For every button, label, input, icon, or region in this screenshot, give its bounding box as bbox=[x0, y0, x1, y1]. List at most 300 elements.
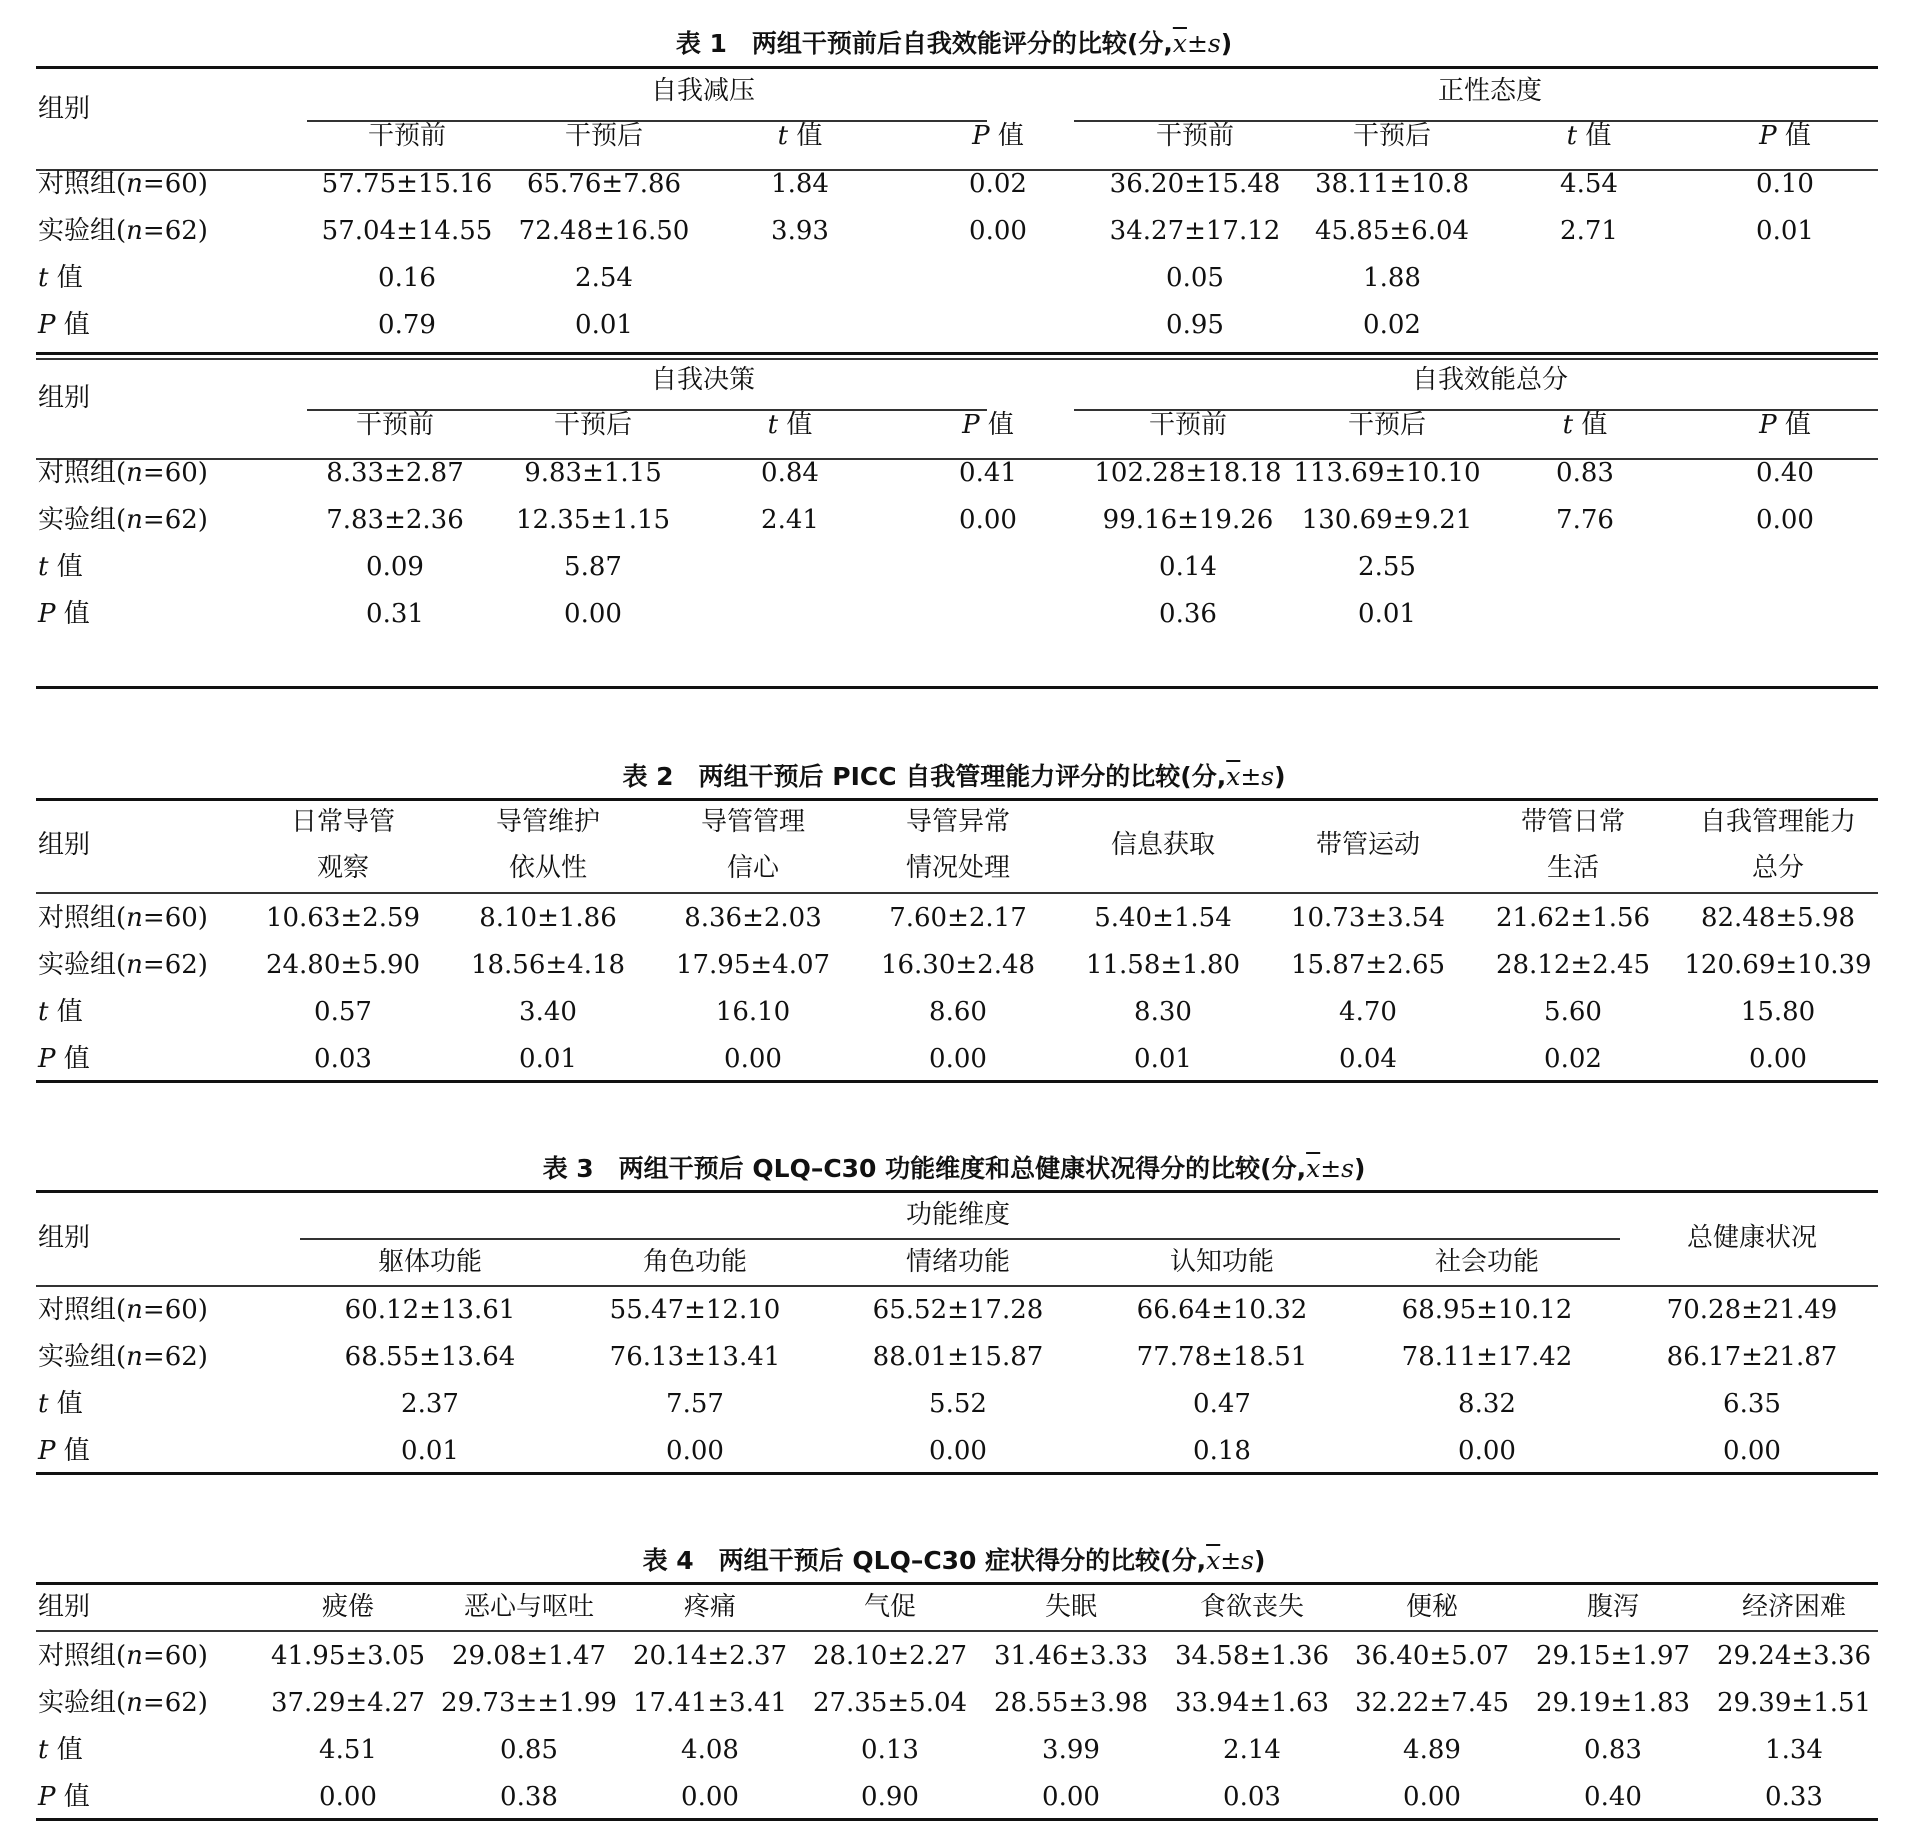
table-cell: 0.16 bbox=[378, 263, 436, 293]
title-close: ) bbox=[1253, 1546, 1266, 1575]
t-symbol: t bbox=[1562, 410, 1574, 440]
table-cell: 5.87 bbox=[564, 552, 622, 582]
table-cell: 36.20±15.48 bbox=[1109, 169, 1281, 199]
table-cell bbox=[893, 594, 1083, 634]
table-cell: 7.76 bbox=[1556, 505, 1614, 535]
col-header-before: 干预前 bbox=[1148, 410, 1227, 440]
table-cell: 45.85±6.04 bbox=[1314, 216, 1470, 246]
table-cell bbox=[903, 305, 1093, 345]
table-cell bbox=[893, 547, 1083, 587]
t-word: 值 bbox=[796, 121, 823, 151]
table-cell: 0.57 bbox=[314, 997, 372, 1027]
table-cell: 12.35±1.15 bbox=[515, 505, 671, 535]
table-cell: 68.95±10.12 bbox=[1401, 1295, 1573, 1325]
row-label-prefix: 对照组( bbox=[38, 169, 127, 199]
row-label-prefix: 实验组( bbox=[38, 950, 127, 980]
col-header-before: 干预前 bbox=[367, 121, 446, 151]
column-header-line2: 观察 bbox=[316, 853, 369, 883]
column-header-line2: 总分 bbox=[1751, 853, 1804, 883]
table-cell bbox=[903, 258, 1093, 298]
table-cell bbox=[695, 594, 885, 634]
table-cell: 16.30±2.48 bbox=[880, 950, 1036, 980]
dimension-header: 正性态度 bbox=[1437, 76, 1542, 106]
title-text: 表 1 两组干预前后自我效能评分的比较(分, bbox=[675, 29, 1173, 58]
col-header-t-value bbox=[1529, 116, 1649, 156]
table-cell: 0.31 bbox=[366, 599, 424, 629]
table-cell: 4.70 bbox=[1339, 997, 1397, 1027]
col-header-before: 干预前 bbox=[1155, 121, 1234, 151]
t-symbol: t bbox=[1566, 121, 1578, 151]
row-label-prefix: 对照组( bbox=[38, 1295, 127, 1325]
row-label-prefix: 对照组( bbox=[38, 1641, 127, 1671]
table-cell: 37.29±4.27 bbox=[270, 1688, 426, 1718]
row-label bbox=[38, 1384, 268, 1424]
table-cell: 0.00 bbox=[969, 216, 1027, 246]
table-cell: 0.00 bbox=[929, 1044, 987, 1074]
table-cell: 88.01±15.87 bbox=[872, 1342, 1044, 1372]
header-bottom-rule bbox=[36, 1285, 1878, 1287]
row-label-symbol: t bbox=[38, 552, 49, 582]
column-header: 认知功能 bbox=[1169, 1247, 1274, 1277]
row-label bbox=[38, 547, 268, 587]
row-label-symbol: n bbox=[126, 458, 143, 488]
row-label-suffix: 值 bbox=[48, 263, 83, 293]
table-cell: 11.58±1.80 bbox=[1085, 950, 1241, 980]
table-cell: 29.39±1.51 bbox=[1716, 1688, 1872, 1718]
row-label bbox=[38, 1431, 268, 1471]
table3-bottom-rule bbox=[36, 1472, 1878, 1475]
table-cell bbox=[705, 305, 895, 345]
table-cell: 4.08 bbox=[681, 1735, 739, 1765]
row-label-symbol: n bbox=[126, 1688, 143, 1718]
column-header: 失眠 bbox=[1044, 1592, 1097, 1622]
table-cell: 0.47 bbox=[1193, 1389, 1251, 1419]
table-cell: 0.01 bbox=[519, 1044, 577, 1074]
column-header: 疼痛 bbox=[683, 1592, 736, 1622]
table-cell bbox=[1490, 594, 1680, 634]
column-header-line1: 导管管理 bbox=[700, 807, 805, 837]
table-cell: 65.76±7.86 bbox=[526, 169, 682, 199]
row-label bbox=[38, 594, 268, 634]
table-cell: 68.55±13.64 bbox=[344, 1342, 516, 1372]
header-bottom-rule bbox=[36, 1630, 1878, 1632]
row-label-suffix: 值 bbox=[55, 1044, 90, 1074]
table-cell: 86.17±21.87 bbox=[1666, 1342, 1838, 1372]
table-cell: 2.41 bbox=[761, 505, 819, 535]
table-cell: 8.33±2.87 bbox=[326, 458, 464, 488]
table-cell: 0.05 bbox=[1166, 263, 1224, 293]
table-cell: 0.13 bbox=[861, 1735, 919, 1765]
row-label-suffix: =62) bbox=[142, 505, 208, 535]
column-header: 信息获取 bbox=[1110, 830, 1215, 860]
column-header-line1: 带管日常 bbox=[1520, 807, 1625, 837]
table-cell: 113.69±10.10 bbox=[1293, 458, 1481, 488]
row-label-prefix: 实验组( bbox=[38, 1688, 127, 1718]
stat-mean-symbol: $\overline{x}$ bbox=[1306, 1154, 1321, 1183]
table-cell: 0.00 bbox=[1042, 1782, 1100, 1812]
row-label-suffix: 值 bbox=[48, 552, 83, 582]
table-cell: 7.83±2.36 bbox=[326, 505, 464, 535]
table-cell: 1.34 bbox=[1765, 1735, 1823, 1765]
column-header: 社会功能 bbox=[1434, 1247, 1539, 1277]
row-label-symbol: P bbox=[38, 599, 56, 629]
row-label bbox=[38, 1636, 268, 1676]
table-cell: 65.52±17.28 bbox=[872, 1295, 1044, 1325]
row-label bbox=[38, 1290, 268, 1330]
row-label-symbol: P bbox=[38, 1782, 56, 1812]
table-cell: 77.78±18.51 bbox=[1136, 1342, 1308, 1372]
row-label-suffix: =60) bbox=[142, 903, 208, 933]
table-cell: 17.95±4.07 bbox=[675, 950, 831, 980]
column-header-line1: 自我管理能力 bbox=[1699, 807, 1856, 837]
table-cell: 9.83±1.15 bbox=[524, 458, 662, 488]
table-cell: 0.84 bbox=[761, 458, 819, 488]
table-cell: 27.35±5.04 bbox=[812, 1688, 968, 1718]
row-label bbox=[38, 211, 268, 251]
table-cell: 0.14 bbox=[1159, 552, 1217, 582]
table-cell: 0.36 bbox=[1159, 599, 1217, 629]
table-cell: 32.22±7.45 bbox=[1354, 1688, 1510, 1718]
col-header-after: 干预后 bbox=[564, 121, 643, 151]
table-cell: 0.00 bbox=[724, 1044, 782, 1074]
dimension-header: 自我减压 bbox=[650, 76, 755, 106]
table-cell: 29.15±1.97 bbox=[1535, 1641, 1691, 1671]
table-cell bbox=[1490, 547, 1680, 587]
row-label bbox=[38, 945, 268, 985]
table-cell: 16.10 bbox=[715, 997, 791, 1027]
table-cell: 4.54 bbox=[1560, 169, 1618, 199]
col-header-after: 干预后 bbox=[1347, 410, 1426, 440]
row-label bbox=[38, 1730, 268, 1770]
column-header-line1: 导管异常 bbox=[905, 807, 1010, 837]
table1-title bbox=[0, 28, 1908, 60]
table-cell: 15.87±2.65 bbox=[1290, 950, 1446, 980]
column-header: 气促 bbox=[863, 1592, 916, 1622]
table-cell: 0.00 bbox=[929, 1436, 987, 1466]
table-cell: 0.02 bbox=[1544, 1044, 1602, 1074]
row-label bbox=[38, 453, 268, 493]
title-close: ) bbox=[1274, 762, 1286, 791]
col-header-t-value bbox=[740, 116, 860, 156]
table-cell: 76.13±13.41 bbox=[609, 1342, 781, 1372]
t-word: 值 bbox=[786, 410, 813, 440]
table-cell: 1.88 bbox=[1363, 263, 1421, 293]
col-header-t-value bbox=[1525, 405, 1645, 445]
group-column-header: 组别 bbox=[38, 1223, 91, 1253]
row-label-prefix: 对照组( bbox=[38, 903, 127, 933]
column-header: 躯体功能 bbox=[377, 1247, 482, 1277]
table-cell: 29.19±1.83 bbox=[1535, 1688, 1691, 1718]
col-header-p-value bbox=[1725, 116, 1845, 156]
row-label-suffix: =60) bbox=[142, 1295, 208, 1325]
table-cell: 0.95 bbox=[1166, 310, 1224, 340]
row-label bbox=[38, 1039, 268, 1079]
header-bottom-rule bbox=[36, 892, 1878, 894]
table-cell: 34.27±17.12 bbox=[1109, 216, 1281, 246]
table-cell: 60.12±13.61 bbox=[344, 1295, 516, 1325]
column-header: 带管运动 bbox=[1315, 830, 1420, 860]
column-header-line2: 依从性 bbox=[508, 853, 587, 883]
table-cell: 0.83 bbox=[1584, 1735, 1642, 1765]
table-cell: 5.60 bbox=[1544, 997, 1602, 1027]
table-cell bbox=[695, 547, 885, 587]
table-cell: 8.10±1.86 bbox=[479, 903, 617, 933]
row-label-symbol: P bbox=[38, 1436, 56, 1466]
table-cell: 29.24±3.36 bbox=[1716, 1641, 1872, 1671]
row-label-symbol: t bbox=[38, 1735, 49, 1765]
p-word: 值 bbox=[987, 410, 1014, 440]
table-cell: 34.58±1.36 bbox=[1174, 1641, 1330, 1671]
table-cell bbox=[1690, 305, 1880, 345]
column-header: 角色功能 bbox=[642, 1247, 747, 1277]
row-label bbox=[38, 1777, 268, 1817]
table-cell: 70.28±21.49 bbox=[1666, 1295, 1838, 1325]
table-cell: 130.69±9.21 bbox=[1301, 505, 1473, 535]
table-cell: 72.48±16.50 bbox=[518, 216, 690, 246]
table-cell: 0.01 bbox=[575, 310, 633, 340]
span-underline bbox=[300, 1238, 1620, 1240]
table-cell: 99.16±19.26 bbox=[1102, 505, 1274, 535]
row-label bbox=[38, 500, 268, 540]
row-label-symbol: n bbox=[126, 1342, 143, 1372]
stat-mean-symbol: $\overline{x}$ bbox=[1226, 762, 1241, 791]
table-cell: 10.63±2.59 bbox=[265, 903, 421, 933]
row-label-symbol: P bbox=[38, 1044, 56, 1074]
row-label bbox=[38, 1683, 268, 1723]
column-header: 情绪功能 bbox=[905, 1247, 1010, 1277]
table-cell: 0.00 bbox=[959, 505, 1017, 535]
table-cell bbox=[1690, 594, 1880, 634]
row-label-symbol: n bbox=[126, 216, 143, 246]
table-cell: 36.40±5.07 bbox=[1354, 1641, 1510, 1671]
table-cell: 7.57 bbox=[666, 1389, 724, 1419]
row-label-suffix: =60) bbox=[142, 458, 208, 488]
row-label-symbol: t bbox=[38, 997, 49, 1027]
table-cell: 28.55±3.98 bbox=[993, 1688, 1149, 1718]
row-label-suffix: 值 bbox=[55, 1436, 90, 1466]
table-cell: 0.10 bbox=[1756, 169, 1814, 199]
row-label-prefix: 实验组( bbox=[38, 216, 127, 246]
table-cell: 41.95±3.05 bbox=[270, 1641, 426, 1671]
table-cell: 57.75±15.16 bbox=[321, 169, 493, 199]
col-header-p-value bbox=[928, 405, 1048, 445]
table-cell: 0.40 bbox=[1584, 1782, 1642, 1812]
table1-bottom-rule bbox=[36, 686, 1878, 689]
group-column-header: 组别 bbox=[38, 383, 91, 413]
table4-title bbox=[0, 1545, 1908, 1577]
column-header: 便秘 bbox=[1405, 1592, 1458, 1622]
table-cell: 38.11±10.8 bbox=[1314, 169, 1470, 199]
total-health-header: 总健康状况 bbox=[1686, 1223, 1817, 1253]
table3-title bbox=[0, 1153, 1908, 1185]
table-cell: 3.93 bbox=[771, 216, 829, 246]
table-cell: 0.38 bbox=[500, 1782, 558, 1812]
table-cell: 3.40 bbox=[519, 997, 577, 1027]
table-cell: 0.00 bbox=[1756, 505, 1814, 535]
table-cell: 82.48±5.98 bbox=[1700, 903, 1856, 933]
row-label-symbol: n bbox=[126, 950, 143, 980]
table-cell bbox=[1690, 547, 1880, 587]
table-cell: 21.62±1.56 bbox=[1495, 903, 1651, 933]
stat-sd-symbol: ±s bbox=[1240, 762, 1275, 791]
table-cell: 20.14±2.37 bbox=[632, 1641, 788, 1671]
row-label-symbol: t bbox=[38, 1389, 49, 1419]
table-cell bbox=[1494, 258, 1684, 298]
row-label-suffix: 值 bbox=[48, 997, 83, 1027]
col-header-p-value bbox=[1725, 405, 1845, 445]
table-cell: 0.85 bbox=[500, 1735, 558, 1765]
p-word: 值 bbox=[997, 121, 1024, 151]
row-label-suffix: 值 bbox=[48, 1389, 83, 1419]
table-cell: 28.12±2.45 bbox=[1495, 950, 1651, 980]
row-label-symbol: t bbox=[38, 263, 49, 293]
table-cell: 0.83 bbox=[1556, 458, 1614, 488]
table-cell: 0.04 bbox=[1339, 1044, 1397, 1074]
table-cell bbox=[705, 258, 895, 298]
p-symbol: P bbox=[962, 410, 980, 440]
table-cell: 0.90 bbox=[861, 1782, 919, 1812]
table-cell: 28.10±2.27 bbox=[812, 1641, 968, 1671]
column-header-line2: 情况处理 bbox=[905, 853, 1010, 883]
table-cell: 7.60±2.17 bbox=[889, 903, 1027, 933]
column-header: 腹泻 bbox=[1586, 1592, 1639, 1622]
table-cell: 33.94±1.63 bbox=[1174, 1688, 1330, 1718]
row-label-symbol: n bbox=[126, 903, 143, 933]
row-label-prefix: 实验组( bbox=[38, 1342, 127, 1372]
row-label-symbol: P bbox=[38, 310, 56, 340]
table2-top-rule bbox=[36, 798, 1878, 801]
t-symbol: t bbox=[767, 410, 779, 440]
table4-top-rule bbox=[36, 1582, 1878, 1585]
table-cell: 18.56±4.18 bbox=[470, 950, 626, 980]
table-cell: 0.01 bbox=[401, 1436, 459, 1466]
stat-mean-symbol: $\overline{x}$ bbox=[1206, 1546, 1221, 1575]
p-symbol: P bbox=[1759, 410, 1777, 440]
row-label-symbol: n bbox=[126, 1295, 143, 1325]
title-text: 表 3 两组干预后 QLQ–C30 功能维度和总健康状况得分的比较(分, bbox=[542, 1154, 1307, 1183]
table-cell: 0.00 bbox=[319, 1782, 377, 1812]
table-cell: 0.00 bbox=[564, 599, 622, 629]
table-cell: 31.46±3.33 bbox=[993, 1641, 1149, 1671]
table2-bottom-rule bbox=[36, 1080, 1878, 1083]
column-header: 经济困难 bbox=[1741, 1592, 1846, 1622]
table-cell: 0.09 bbox=[366, 552, 424, 582]
row-label-suffix: 值 bbox=[55, 599, 90, 629]
table-cell: 0.41 bbox=[959, 458, 1017, 488]
row-label-suffix: 值 bbox=[55, 310, 90, 340]
p-word: 值 bbox=[1784, 410, 1811, 440]
table-cell: 78.11±17.42 bbox=[1401, 1342, 1573, 1372]
p-symbol: P bbox=[1759, 121, 1777, 151]
row-label-suffix: 值 bbox=[55, 1782, 90, 1812]
column-header: 恶心与呕吐 bbox=[463, 1592, 594, 1622]
table-cell: 2.37 bbox=[401, 1389, 459, 1419]
row-label bbox=[38, 898, 268, 938]
group-column-header: 组别 bbox=[38, 94, 91, 124]
column-header: 食欲丧失 bbox=[1199, 1592, 1304, 1622]
row-label-symbol: n bbox=[126, 1641, 143, 1671]
table2-title bbox=[0, 761, 1908, 793]
table-cell: 0.01 bbox=[1756, 216, 1814, 246]
title-close: ) bbox=[1353, 1154, 1366, 1183]
table-cell: 2.55 bbox=[1358, 552, 1416, 582]
table-cell: 0.01 bbox=[1134, 1044, 1192, 1074]
table-cell: 102.28±18.18 bbox=[1094, 458, 1282, 488]
table-cell: 2.14 bbox=[1223, 1735, 1281, 1765]
table-cell: 8.36±2.03 bbox=[684, 903, 822, 933]
stat-sd-symbol: ±s bbox=[1220, 1546, 1254, 1575]
col-header-after: 干预后 bbox=[1352, 121, 1431, 151]
table3-top-rule bbox=[36, 1190, 1878, 1193]
title-text: 表 2 两组干预后 PICC 自我管理能力评分的比较(分, bbox=[622, 762, 1227, 791]
title-close: ) bbox=[1220, 29, 1233, 58]
table-cell: 55.47±12.10 bbox=[609, 1295, 781, 1325]
title-text: 表 4 两组干预后 QLQ–C30 症状得分的比较(分, bbox=[642, 1546, 1207, 1575]
table-cell: 2.54 bbox=[575, 263, 633, 293]
column-header-line2: 信心 bbox=[726, 853, 779, 883]
row-label-suffix: =62) bbox=[142, 1342, 208, 1372]
row-label bbox=[38, 258, 268, 298]
row-label bbox=[38, 992, 268, 1032]
row-label bbox=[38, 1337, 268, 1377]
column-header: 疲倦 bbox=[321, 1592, 374, 1622]
row-label-suffix: =60) bbox=[142, 1641, 208, 1671]
table-cell: 0.40 bbox=[1756, 458, 1814, 488]
table-cell: 0.18 bbox=[1193, 1436, 1251, 1466]
stat-mean-symbol: $\overline{x}$ bbox=[1172, 29, 1187, 58]
table-cell: 29.73±±1.99 bbox=[441, 1688, 617, 1718]
table-cell: 0.00 bbox=[666, 1436, 724, 1466]
table-cell: 8.30 bbox=[1134, 997, 1192, 1027]
group-column-header: 组别 bbox=[38, 1592, 91, 1622]
dimension-header: 自我效能总分 bbox=[1411, 365, 1568, 395]
p-word: 值 bbox=[1784, 121, 1811, 151]
col-header-before: 干预前 bbox=[355, 410, 434, 440]
stat-sd-symbol: ±s bbox=[1186, 29, 1221, 58]
table-cell: 0.00 bbox=[681, 1782, 739, 1812]
table-cell: 5.52 bbox=[929, 1389, 987, 1419]
table-cell: 3.99 bbox=[1042, 1735, 1100, 1765]
table-cell: 0.00 bbox=[1749, 1044, 1807, 1074]
t-word: 值 bbox=[1585, 121, 1612, 151]
col-header-after: 干预后 bbox=[553, 410, 632, 440]
table-cell: 29.08±1.47 bbox=[451, 1641, 607, 1671]
col-header-t-value bbox=[730, 405, 850, 445]
table-cell bbox=[1494, 305, 1684, 345]
table-cell: 0.01 bbox=[1358, 599, 1416, 629]
table-cell: 0.02 bbox=[969, 169, 1027, 199]
row-label-suffix: 值 bbox=[48, 1735, 83, 1765]
table-cell: 0.00 bbox=[1458, 1436, 1516, 1466]
row-label-suffix: =62) bbox=[142, 216, 208, 246]
t-symbol: t bbox=[777, 121, 789, 151]
table-cell: 6.35 bbox=[1723, 1389, 1781, 1419]
table-cell: 0.02 bbox=[1363, 310, 1421, 340]
span-header-function: 功能维度 bbox=[905, 1200, 1010, 1230]
dimension-header: 自我决策 bbox=[650, 365, 755, 395]
group-column-header: 组别 bbox=[38, 830, 91, 860]
table-cell: 10.73±3.54 bbox=[1290, 903, 1446, 933]
table-cell: 0.00 bbox=[1723, 1436, 1781, 1466]
column-header-line1: 日常导管 bbox=[290, 807, 395, 837]
row-label-prefix: 对照组( bbox=[38, 458, 127, 488]
p-symbol: P bbox=[972, 121, 990, 151]
table1-split-rule bbox=[36, 352, 1878, 355]
table-cell: 0.79 bbox=[378, 310, 436, 340]
row-label-symbol: n bbox=[126, 505, 143, 535]
table-cell: 66.64±10.32 bbox=[1136, 1295, 1308, 1325]
table-cell: 0.00 bbox=[1403, 1782, 1461, 1812]
